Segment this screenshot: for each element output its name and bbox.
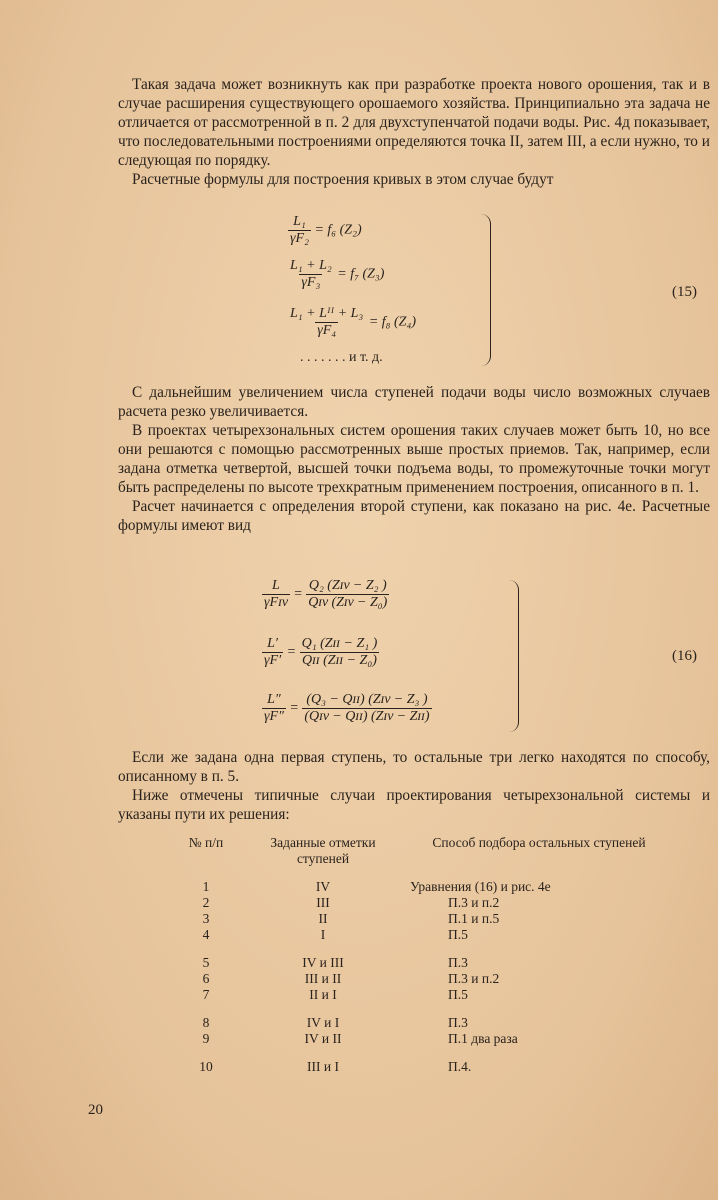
row-number: 4 xyxy=(202,927,210,942)
eq15-number: (15) xyxy=(672,284,697,300)
row-given: III xyxy=(316,895,330,910)
eq15-r2-denominator: γF₃ xyxy=(301,275,321,290)
eq16-r2-right-denominator: Qɪɪ (Zɪɪ − Z₀) xyxy=(302,653,377,668)
eq16-r3-right-denominator: (Qɪᴠ − Qɪɪ) (Zɪᴠ − Zɪɪ) xyxy=(304,709,430,724)
header-given-marks: Заданные отметки ступеней xyxy=(270,835,376,866)
page-number: 20 xyxy=(88,1102,103,1118)
paragraph-2: Расчетные формулы для построения кривых в этом случае будут xyxy=(132,171,554,188)
paragraph-4: В проектах четырехзональных систем орошения таких случаев может быть 10, но все они решаются с помощью рассмотренных выше простых приемов. Так, например, если задана отметка четвертой, высшей точки подъема воды, то промежуточные точки могут быть распределены по высоте трехкратным применением построения, описанного в п. 1. xyxy=(118,422,710,496)
row-method: П.1 два раза xyxy=(448,1031,518,1046)
row-given: IV и III xyxy=(302,955,344,970)
row-number: 9 xyxy=(202,1031,210,1046)
row-number: 3 xyxy=(202,911,210,926)
table-row xyxy=(170,971,674,987)
eq15-r3-rhs: = f₈ (Z₄) xyxy=(368,314,416,330)
table-row xyxy=(170,911,674,927)
row-method: П.3 и п.2 xyxy=(448,895,500,910)
eq15-r2-numerator: L₁ + L₂ xyxy=(290,258,332,273)
paragraph-3: С дальнейшим увеличением числа ступеней подачи воды число возможных случаев расчета резко увеличивается. xyxy=(118,384,710,420)
row-given: III и II xyxy=(304,971,342,986)
paragraph-7: Ниже отмечены типичные случаи проектирования четырехзональной системы и указаны пути их решения: xyxy=(118,787,710,823)
row-method: Уравнения (16) и рис. 4е xyxy=(410,879,551,894)
row-method: П.3 xyxy=(448,955,468,970)
paragraph-5: Расчет начинается с определения второй ступени, как показано на рис. 4е. Расчетные формулы имеют вид xyxy=(118,498,710,534)
text-block-3 xyxy=(118,748,710,824)
row-given: II и I xyxy=(309,987,337,1002)
text-block-1 xyxy=(118,75,710,189)
table-row xyxy=(170,879,674,895)
row-number: 8 xyxy=(202,1015,210,1030)
eq16-number: (16) xyxy=(672,648,697,664)
eq16-row-1: $\frac{L}{\text{γFɪᴠ}}$ = $\frac{\text{Q₂ (Zɪᴠ − Z₂ )}}{\text{Qɪᴠ (Zɪᴠ − Z₀)}}$ xyxy=(264,578,388,610)
row-method: П.4. xyxy=(448,1059,472,1074)
row-given: II xyxy=(318,911,328,926)
eq16-r3-left-numerator: L″ xyxy=(267,692,281,707)
eq15-row-1 xyxy=(288,214,362,247)
table-row xyxy=(170,1015,674,1031)
eq15-r3-numerator: L₁ + Lᴵᴵ + L₃ xyxy=(290,306,364,321)
eq16-r2-left-numerator: L′ xyxy=(267,636,278,651)
eq15-brace xyxy=(478,214,491,366)
eq15-row-2 xyxy=(288,258,384,291)
text-block-2 xyxy=(118,383,710,535)
eq16-r3-right-numerator: (Q₃ − Qɪɪ) (Zɪᴠ − Z₃ ) xyxy=(306,692,428,707)
row-method: П.3 xyxy=(448,1015,468,1030)
eq16-row-3: $\frac{L''}{\gamma F''}$ = $\frac{\text{(Q₃ − Qɪɪ) (Zɪᴠ − Z₃ )}}{\text{(Qɪᴠ − Qɪɪ) (Zɪᴠ − Zɪɪ)}}$ xyxy=(264,692,430,724)
eq16-r3-left-denominator: γF″ xyxy=(264,709,284,724)
eq15-r1-rhs: = f₆ (Z₂) xyxy=(314,222,362,238)
row-number: 2 xyxy=(202,895,210,910)
eq15-r1-numerator: L₁ xyxy=(293,214,306,229)
table-row xyxy=(170,955,674,971)
eq15-row-3 xyxy=(288,306,416,339)
header-number: № п/п xyxy=(188,835,224,850)
row-method: П.3 и п.2 xyxy=(448,971,500,986)
eq15-etc: . . . . . . . и т. д. xyxy=(300,350,383,365)
row-method: П.5 xyxy=(448,987,468,1002)
eq16-r2-left-denominator: γF′ xyxy=(264,653,282,668)
table-row xyxy=(170,895,674,911)
row-number: 5 xyxy=(202,955,210,970)
eq16-row-2: $\frac{L'}{\gamma F'}$ = $\frac{\text{Q₁ (Zɪɪ − Z₁ )}}{\text{Qɪɪ (Zɪɪ − Z₀)}}$ xyxy=(264,636,378,668)
row-number: 6 xyxy=(202,971,210,986)
row-given: I xyxy=(320,927,326,942)
row-method: П.5 xyxy=(448,927,468,942)
paragraph-1: Такая задача может возникнуть как при разработке проекта нового орошения, так и в случае расширения существующего орошаемого хозяйства. Принципиально эта задача не отличается от рассмотренной в п. 2 для двухступенчатой подачи воды. Рис. 4д показывает, что последовательными построениями определяются точка II, затем III, а если нужно, то и следующая по порядку. xyxy=(118,76,710,169)
row-given: IV и I xyxy=(306,1015,340,1030)
row-method: П.1 и п.5 xyxy=(448,911,500,926)
table-row xyxy=(170,927,674,943)
eq16-r1-right-denominator: Qɪᴠ (Zɪᴠ − Z₀) xyxy=(308,595,388,610)
row-given: III и I xyxy=(307,1059,339,1074)
table-row xyxy=(170,1059,674,1075)
eq16-r2-right-numerator: Q₁ (Zɪɪ − Z₁ ) xyxy=(301,636,378,651)
row-number: 10 xyxy=(199,1059,213,1074)
header-method: Способ подбора остальных ступеней xyxy=(432,835,646,850)
eq15-r1-denominator: γF₂ xyxy=(290,231,309,246)
eq16-brace xyxy=(506,580,519,732)
eq16-r1-left-numerator: L xyxy=(271,578,280,593)
row-number: 1 xyxy=(202,879,210,894)
row-given: IV и II xyxy=(304,1031,342,1046)
eq16-r1-right-numerator: Q₂ (Zɪᴠ − Z₂ ) xyxy=(308,578,387,593)
table-header-row xyxy=(170,835,674,867)
paragraph-6: Если же задана одна первая ступень, то остальные три легко находятся по способу, описанному в п. 5. xyxy=(118,749,710,785)
eq15-r3-denominator: γF₄ xyxy=(317,323,337,338)
eq16-r1-left-denominator: γFɪᴠ xyxy=(264,595,288,610)
row-number: 7 xyxy=(202,987,210,1002)
row-given: IV xyxy=(315,879,331,894)
table-row xyxy=(170,1031,674,1047)
table-row xyxy=(170,987,674,1003)
cases-table xyxy=(170,835,674,1075)
eq15-r2-rhs: = f₇ (Z₃) xyxy=(337,266,385,282)
